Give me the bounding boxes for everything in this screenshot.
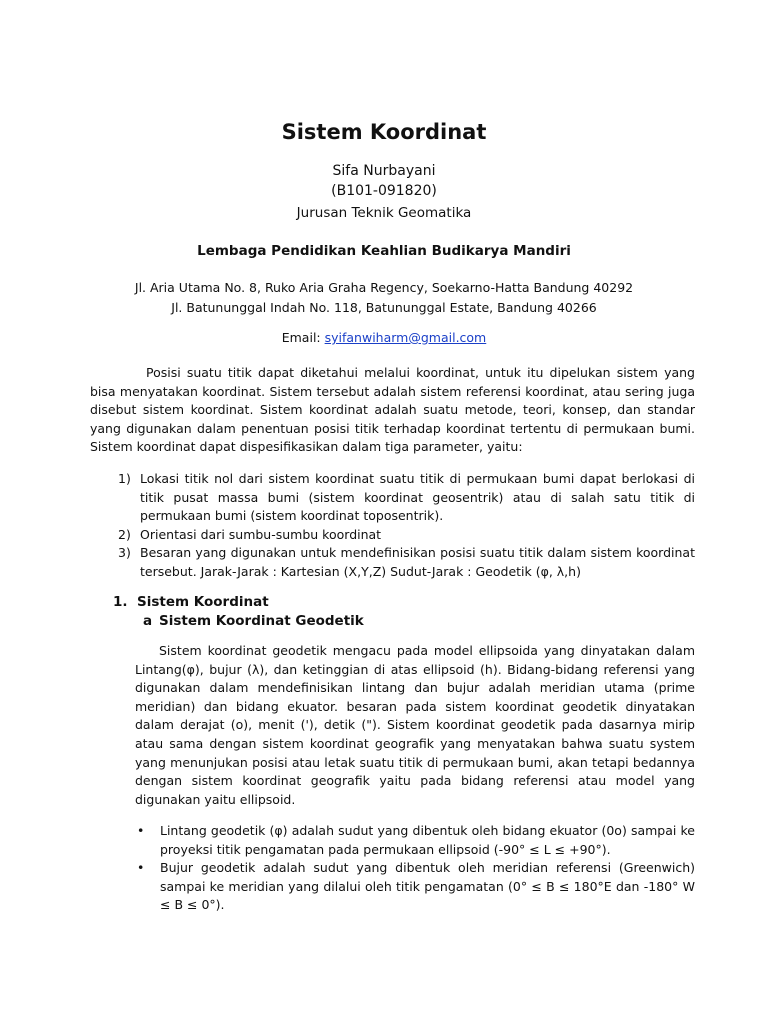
bullet-item (135, 822, 695, 859)
list-item (90, 470, 695, 526)
list-item (90, 526, 695, 545)
bullet-text: Bujur geodetik adalah sudut yang dibentuk oleh meridian referensi (Greenwich) sampai ke meridian yang dilalui oleh titik pengamatan (0° ≤ B ≤ 180°E dan -180° W ≤ B ≤ 0°). (160, 860, 695, 913)
institution: Lembaga Pendidikan Keahlian Budikarya Mandiri (197, 243, 571, 259)
address-line-1: Jl. Aria Utama No. 8, Ruko Aria Graha Regency, Soekarno-Hatta Bandung 40292 (134, 280, 634, 295)
list-item (90, 544, 695, 581)
section-title: Sistem Koordinat (137, 594, 269, 610)
bullet-icon: • (137, 860, 145, 876)
subsection-title: Sistem Koordinat Geodetik (159, 613, 364, 629)
email-label: Email: (281, 330, 325, 345)
page-title: Sistem Koordinat (281, 120, 487, 144)
list-item-number: 1) (118, 471, 131, 486)
subsection-heading (143, 613, 364, 629)
list-item-text: Besaran yang digunakan untuk mendefinisikan posisi suatu titik dalam sistem koordinat tersebut. Jarak-Jarak : Kartesian (X,Y,Z) Sudut-Jarak : Geodetik (φ, λ,h) (140, 545, 695, 579)
parameter-list (90, 470, 695, 582)
section-number: 1. (113, 594, 128, 610)
geodetic-paragraph: Sistem koordinat geodetik mengacu pada model ellipsoida yang dinyatakan dalam Lintang(φ), bujur (λ), dan ketinggian di atas ellipsoid (h). Bidang-bidang referensi yang digunakan dalam mendefinisikan lintang dan bujur adalah meridian utama (prime meridian) dan bidang ekuator. besaran pada sistem koordinat geodetik dinyatakan dalam derajat (o), menit ('), detik ("). Sistem koordinat geodetik pada dasarnya mirip atau sama dengan sistem koordinat geografik yang menyatakan bahwa suatu system yang menunjukan posisi atau letak suatu titik di permukaan bumi, akan tetapi bedannya dengan sistem koordinat geografik yaitu pada bidang referensi atau model yang digunakan yaitu ellipsoid. (135, 643, 695, 807)
bullet-text: Lintang geodetik (φ) adalah sudut yang dibentuk oleh bidang ekuator (0o) sampai ke proyeksi titik pengamatan pada permukaan ellipsoid (-90° ≤ L ≤ +90°). (160, 823, 695, 857)
bullet-list (135, 822, 695, 915)
section-heading (113, 594, 269, 610)
list-item-text: Orientasi dari sumbu-sumbu koordinat (140, 526, 382, 542)
author-name: Sifa Nurbayani (332, 163, 436, 179)
student-id: (B101-091820) (331, 183, 437, 199)
subsection-number: a (143, 613, 153, 629)
bullet-item (135, 859, 695, 915)
department: Jurusan Teknik Geomatika (296, 205, 472, 221)
list-item-number: 3) (118, 545, 131, 561)
list-item-number: 2) (118, 526, 131, 542)
list-item-text: Lokasi titik nol dari sistem koordinat suatu titik di permukaan bumi dapat berlokasi di titik pusat massa bumi (sistem koordinat geosentrik) atau di salah satu titik di permukaan bumi (sistem koordinat toposentrik). (140, 471, 695, 524)
email-link[interactable]: syifanwiharm@gmail.com (324, 330, 487, 345)
address-line-2: Jl. Batununggal Indah No. 118, Batununggal Estate, Bandung 40266 (171, 300, 597, 315)
intro-paragraph: Posisi suatu titik dapat diketahui melalui koordinat, untuk itu dipelukan sistem yang bisa menyatakan koordinat. Sistem tersebut adalah sistem referensi koordinat, atau sering juga disebut sistem koordinat. Sistem koordinat adalah suatu metode, teori, konsep, dan standar yang digunakan dalam penentuan posisi titik terhadap koordinat tertentu di permukaan bumi. Sistem koordinat dapat dispesifikasikan dalam tiga parameter, yaitu: (90, 365, 695, 455)
email-line (0, 330, 768, 345)
bullet-icon: • (137, 823, 145, 838)
